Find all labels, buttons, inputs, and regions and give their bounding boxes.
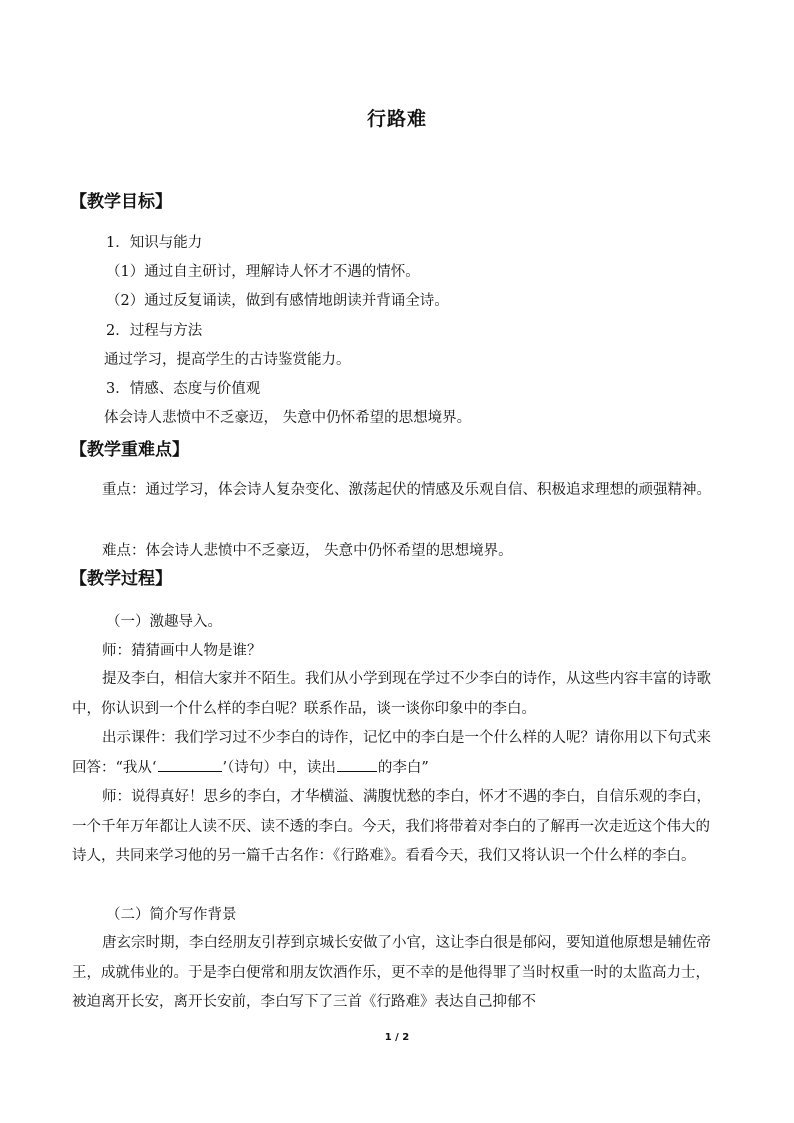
fill-blank-impression — [337, 758, 377, 772]
section-heading-keypoints: 【教学重难点】 — [70, 440, 189, 460]
goals-line-5: 通过学习，提高学生的古诗鉴赏能力。 — [104, 352, 351, 368]
section-heading-process: 【教学过程】 — [70, 569, 172, 589]
page-number: 1 / 2 — [384, 1032, 410, 1043]
process-question-1: 师：猜猜画中人物是谁？ — [102, 643, 262, 659]
goals-line-7: 体会诗人悲愤中不乏豪迈， 失意中仍怀希望的思想境界。 — [104, 410, 472, 426]
prompt-text-b: ’（诗句）中，读出 — [222, 759, 336, 776]
process-paragraph-4: 唐玄宗时期，李白经朋友引荐到京城长安做了小官，这让李白很是郁闷，要知道他原想是辅佐帝王，成就伟业的。于是李白便常和朋友饮酒作乐，更不幸的是他得罪了当时权重一时的太监高力士，被迫离开长安，离开长安前，李白写下了三首《行路难》表达自己抑郁不 — [72, 935, 711, 1010]
keypoints-focus: 重点：通过学习，体会诗人复杂变化、激荡起伏的情感及乐观自信、积极追求理想的顽强精神。 — [102, 482, 711, 498]
section-heading-goals: 【教学目标】 — [70, 192, 172, 212]
process-paragraph-2 — [72, 724, 718, 783]
process-paragraph-1: 提及李白，相信大家并不陌生。我们从小学到现在学过不少李白的诗作，从这些内容丰富的诗歌中，你认识到一个什么样的李白呢？联系作品，谈一谈你印象中的李白。 — [72, 671, 711, 717]
goals-line-4: 2．过程与方法 — [106, 323, 203, 339]
prompt-text-c: 的李白” — [377, 759, 429, 776]
goals-line-2: （1）通过自主研讨，理解诗人怀才不遇的情怀。 — [106, 264, 420, 280]
process-step-1: （一）激趣导入。 — [106, 614, 222, 630]
process-step-2: （二）简介写作背景 — [106, 907, 237, 923]
goals-line-3: （2）通过反复诵读，做到有感情地朗读并背诵全诗。 — [106, 293, 449, 309]
keypoints-difficulty: 难点：体会诗人悲愤中不乏豪迈， 失意中仍怀希望的思想境界。 — [102, 543, 513, 559]
fill-blank-verse — [158, 758, 222, 772]
process-paragraph-3: 师：说得真好！思乡的李白，才华横溢、满腹忧愁的李白，怀才不遇的李白，自信乐观的李白，一个千年万年都让人读不厌、读不透的李白。今天，我们将带着对李白的了解再一次走近这个伟大的诗人，共同来学习他的另一篇千古名作：《行路难》。看看今天，我们又将认识一个什么样的李白。 — [72, 789, 711, 864]
document-title: 行路难 — [366, 108, 427, 130]
goals-line-1: 1．知识与能力 — [106, 235, 203, 251]
goals-line-6: 3．情感、态度与价值观 — [106, 381, 261, 397]
prompt-text-a: 出示课件：我们学习过不少李白的诗作，记忆中的李白是一个什么样的人呢？请你用以下句式来回答：“我从‘ — [72, 730, 711, 776]
